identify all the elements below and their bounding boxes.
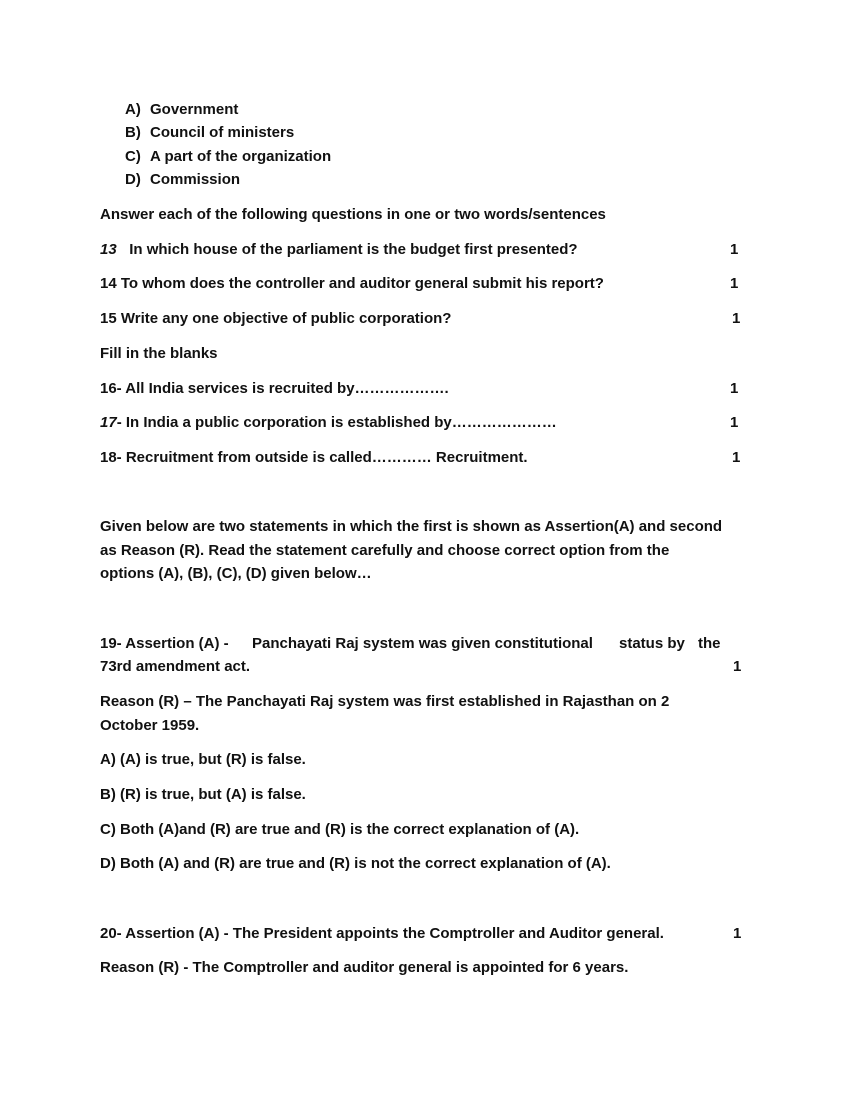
question-15: 15 Write any one objective of public corporation? — [100, 310, 452, 327]
q19-assertion-text-b: status by — [619, 635, 685, 652]
question-14: 14 To whom does the controller and auditor general submit his report? — [100, 275, 604, 292]
marks-19: 1 — [733, 658, 742, 675]
option-d — [125, 170, 240, 190]
q19-option-a: A) (A) is true, but (R) is false. — [100, 751, 306, 768]
section-heading-fill-blanks: Fill in the blanks — [100, 345, 218, 362]
q19-reason-line-2: October 1959. — [100, 717, 200, 734]
option-c — [125, 147, 331, 167]
marks-14: 1 — [730, 275, 739, 292]
marks-16: 1 — [730, 380, 739, 397]
option-text: Government — [150, 101, 239, 118]
marks-13: 1 — [730, 241, 739, 258]
q19-reason-line-1: Reason (R) – The Panchayati Raj system was first established in Rajasthan on 2 — [100, 693, 670, 710]
q20-reason: Reason (R) - The Comptroller and auditor general is appointed for 6 years. — [100, 959, 629, 976]
option-letter: C) — [125, 148, 141, 165]
option-text: Commission — [150, 171, 241, 188]
marks-18: 1 — [732, 449, 741, 466]
question-17 — [100, 413, 557, 433]
q19-assertion-text-a: Panchayati Raj system was given constitutional — [252, 635, 593, 652]
question-text: - In India a public corporation is established by………………… — [116, 414, 557, 431]
marks-20: 1 — [733, 925, 742, 942]
option-letter: D) — [125, 171, 141, 188]
q19-option-c: C) Both (A)and (R) are true and (R) is the correct explanation of (A). — [100, 821, 580, 838]
option-text: A part of the organization — [150, 148, 332, 165]
option-letter: A) — [125, 101, 141, 118]
question-16: 16- All India services is recruited by………………. — [100, 380, 449, 397]
section-heading-short-answer: Answer each of the following questions in one or two words/sentences — [100, 206, 606, 223]
option-letter: B) — [125, 124, 141, 141]
marks-15: 1 — [732, 310, 741, 327]
question-number: 17 — [100, 414, 117, 431]
q19-assertion-line-2: 73rd amendment act. — [100, 658, 251, 675]
q19-assertion-prefix: 19- Assertion (A) - — [100, 635, 229, 652]
q19-option-b: B) (R) is true, but (A) is false. — [100, 786, 306, 803]
option-text: Council of ministers — [150, 124, 295, 141]
option-b — [125, 123, 294, 143]
question-number: 13 — [100, 241, 117, 258]
marks-17: 1 — [730, 414, 739, 431]
question-13 — [100, 240, 578, 260]
question-text: In which house of the parliament is the budget first presented? — [129, 241, 578, 258]
ar-instructions-line-3: options (A), (B), (C), (D) given below… — [100, 565, 372, 582]
question-18: 18- Recruitment from outside is called………… Recruitment. — [100, 449, 528, 466]
q19-assertion-text-c: the — [698, 635, 721, 652]
q20-assertion: 20- Assertion (A) - The President appoints the Comptroller and Auditor general. — [100, 925, 664, 942]
q19-option-d: D) Both (A) and (R) are true and (R) is not the correct explanation of (A). — [100, 855, 611, 872]
ar-instructions-line-2: as Reason (R). Read the statement carefully and choose correct option from the — [100, 542, 670, 559]
option-a — [125, 100, 238, 120]
ar-instructions-line-1: Given below are two statements in which the first is shown as Assertion(A) and second — [100, 518, 723, 535]
